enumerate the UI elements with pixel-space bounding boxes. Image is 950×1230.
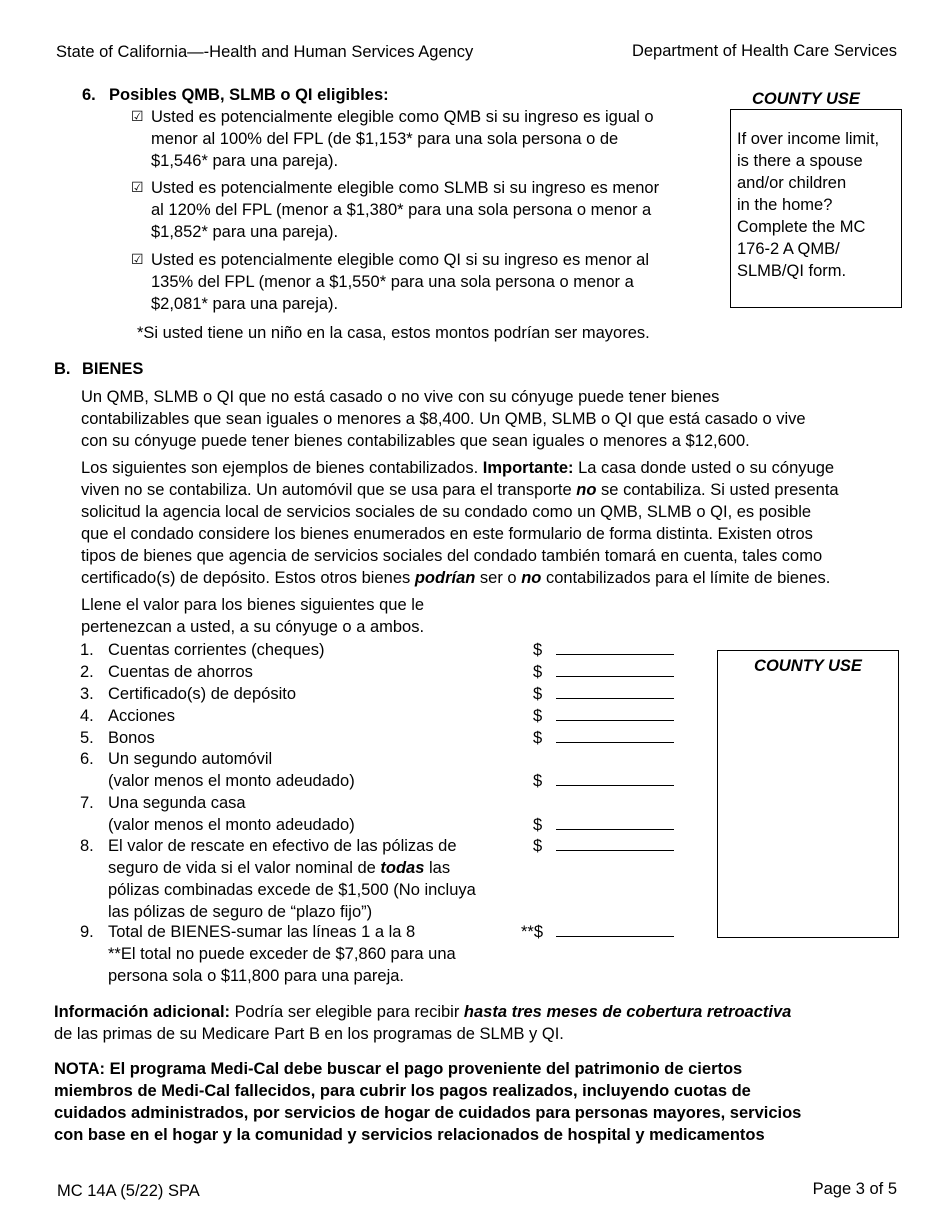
nota-line: con base en el hogar y la comunidad y servicios relacionados de hospital y medicamentos <box>54 1126 765 1144</box>
checkbox-checked-icon: ☑ <box>131 109 144 125</box>
paragraph-line: tipos de bienes que agencia de servicios sociales del condado también tomará en cuenta, tales como <box>81 547 823 565</box>
item-line: Usted es potencialmente elegible como QI si su ingreso es menor al <box>151 251 650 269</box>
asset-row-1: 1. Cuentas corrientes (cheques) $ <box>80 639 680 661</box>
asset-5-input[interactable] <box>556 727 674 743</box>
county-use-title: COUNTY USE <box>752 90 860 108</box>
asset-4-input[interactable] <box>556 705 674 721</box>
county-use-line: in the home? <box>737 196 833 214</box>
additional-info: Información adicional: Podría ser elegible para recibir hasta tres meses de cobertura retroactiva de las primas de su Medicare Part B en los programas de SLMB y QI. <box>54 1003 792 1043</box>
item-line: al 120% del FPL (menor a $1,380* para una sola persona o menor a <box>151 201 652 219</box>
county-use-line: Complete the MC <box>737 218 866 236</box>
footer-form-id: MC 14A (5/22) SPA <box>57 1182 200 1200</box>
asset-8-input[interactable] <box>556 835 674 851</box>
section-6-footnote: *Si usted tiene un niño en la casa, estos montos podrían ser mayores. <box>137 324 650 342</box>
paragraph-line: con su cónyuge puede tener bienes contabilizables que sean iguales o menores a $12,600. <box>81 432 750 450</box>
county-use-box <box>730 109 902 308</box>
county-use-line: 176-2 A QMB/ <box>737 240 840 258</box>
asset-2-input[interactable] <box>556 661 674 677</box>
paragraph-line: Los siguientes son ejemplos de bienes contabilizados. Importante: La casa donde usted o su cónyuge <box>81 459 835 477</box>
section-b-letter: B. <box>54 360 71 378</box>
paragraph-line: Un QMB, SLMB o QI que no está casado o no vive con su cónyuge puede tener bienes <box>81 388 720 406</box>
instruction-line: Llene el valor para los bienes siguientes que le <box>81 596 425 614</box>
asset-total-input[interactable] <box>556 921 674 937</box>
instruction-line: pertenezcan a usted, a su cónyuge o a ambos. <box>81 618 425 636</box>
asset-row-2: 2. Cuentas de ahorros $ <box>80 661 680 683</box>
item-line: Usted es potencialmente elegible como QMB si su ingreso es igual o <box>151 108 654 126</box>
nota-line: cuidados administrados, por servicios de hogar de cuidados para personas mayores, servicios <box>54 1104 802 1122</box>
item-line: $2,081* para una pareja). <box>151 295 339 313</box>
county-use-line: is there a spouse <box>737 152 863 170</box>
county-use-line: If over income limit, <box>737 130 880 148</box>
checkbox-checked-icon: ☑ <box>131 252 144 268</box>
asset-row-7: 7. Una segunda casa (valor menos el monto adeudado) $ <box>80 792 680 836</box>
asset-7-input[interactable] <box>556 814 674 830</box>
header-agency: State of California—-Health and Human Services Agency <box>56 43 474 61</box>
qi-item <box>131 249 721 315</box>
paragraph-line: contabilizables que sean iguales o menores a $8,400. Un QMB, SLMB o QI que está casado o vive <box>81 410 806 428</box>
asset-1-input[interactable] <box>556 639 674 655</box>
item-line: 135% del FPL (menor a $1,550* para una sola persona o menor a <box>151 273 634 291</box>
bienes-paragraph-2 <box>81 457 901 589</box>
paragraph-line: solicitud la agencia local de servicios sociales de su condado como un QMB, SLMB o QI, es posible <box>81 503 812 521</box>
section-6-number: 6. <box>82 86 96 104</box>
asset-row-8: 8. El valor de rescate en efectivo de las pólizas de seguro de vida si el valor nominal de todas las pólizas combinadas excede de $1,500 (No incluya las pólizas de seguro de “plazo fijo”) $ <box>80 835 680 923</box>
bienes-paragraph-1 <box>81 386 806 452</box>
header-department: Department of Health Care Services <box>631 42 897 60</box>
item-line: Usted es potencialmente elegible como SLMB si su ingreso es menor <box>151 179 660 197</box>
nota-line: NOTA: El programa Medi-Cal debe buscar el pago proveniente del patrimonio de ciertos <box>54 1060 743 1078</box>
county-use-title: COUNTY USE <box>754 657 862 675</box>
asset-3-input[interactable] <box>556 683 674 699</box>
county-use-box-2 <box>717 650 899 938</box>
asset-row-5: 5. Bonos $ <box>80 727 680 749</box>
asset-row-9: 9. Total de BIENES-sumar las líneas 1 a la 8 **El total no puede exceder de $7,860 para una persona sola o $11,800 para una pareja. **$ <box>80 921 680 987</box>
item-line: menor al 100% del FPL (de $1,153* para una sola persona o de <box>151 130 619 148</box>
qmb-item <box>131 106 721 172</box>
nota-paragraph <box>54 1058 801 1146</box>
paragraph-line: viven no se contabiliza. Un automóvil que se usa para el transporte no se contabiliza. Si usted presenta <box>81 481 839 499</box>
item-line: $1,852* para una pareja). <box>151 223 339 241</box>
item-line: $1,546* para una pareja). <box>151 152 339 170</box>
paragraph-line: que el condado considere los bienes enumerados en este formulario de forma distinta. Existen otros <box>81 525 813 543</box>
county-use-line: SLMB/QI form. <box>737 262 847 280</box>
asset-6-input[interactable] <box>556 770 674 786</box>
nota-line: miembros de Medi-Cal fallecidos, para cubrir los pagos realizados, incluyendo cuotas de <box>54 1082 751 1100</box>
section-6-title: Posibles QMB, SLMB o QI eligibles: <box>109 86 389 104</box>
footer-page-number: Page 3 of 5 <box>812 1180 897 1198</box>
county-use-line: and/or children <box>737 174 847 192</box>
asset-row-3: 3. Certificado(s) de depósito $ <box>80 683 680 705</box>
paragraph-line: certificado(s) de depósito. Estos otros bienes podrían ser o no contabilizados para el límite de bienes. <box>81 569 831 587</box>
bienes-instructions <box>81 594 424 638</box>
asset-row-6: 6. Un segundo automóvil (valor menos el monto adeudado) $ <box>80 748 680 792</box>
checkbox-checked-icon: ☑ <box>131 180 144 196</box>
asset-row-4: 4. Acciones $ <box>80 705 680 727</box>
slmb-item <box>131 177 721 243</box>
section-b-title: BIENES <box>82 360 144 378</box>
